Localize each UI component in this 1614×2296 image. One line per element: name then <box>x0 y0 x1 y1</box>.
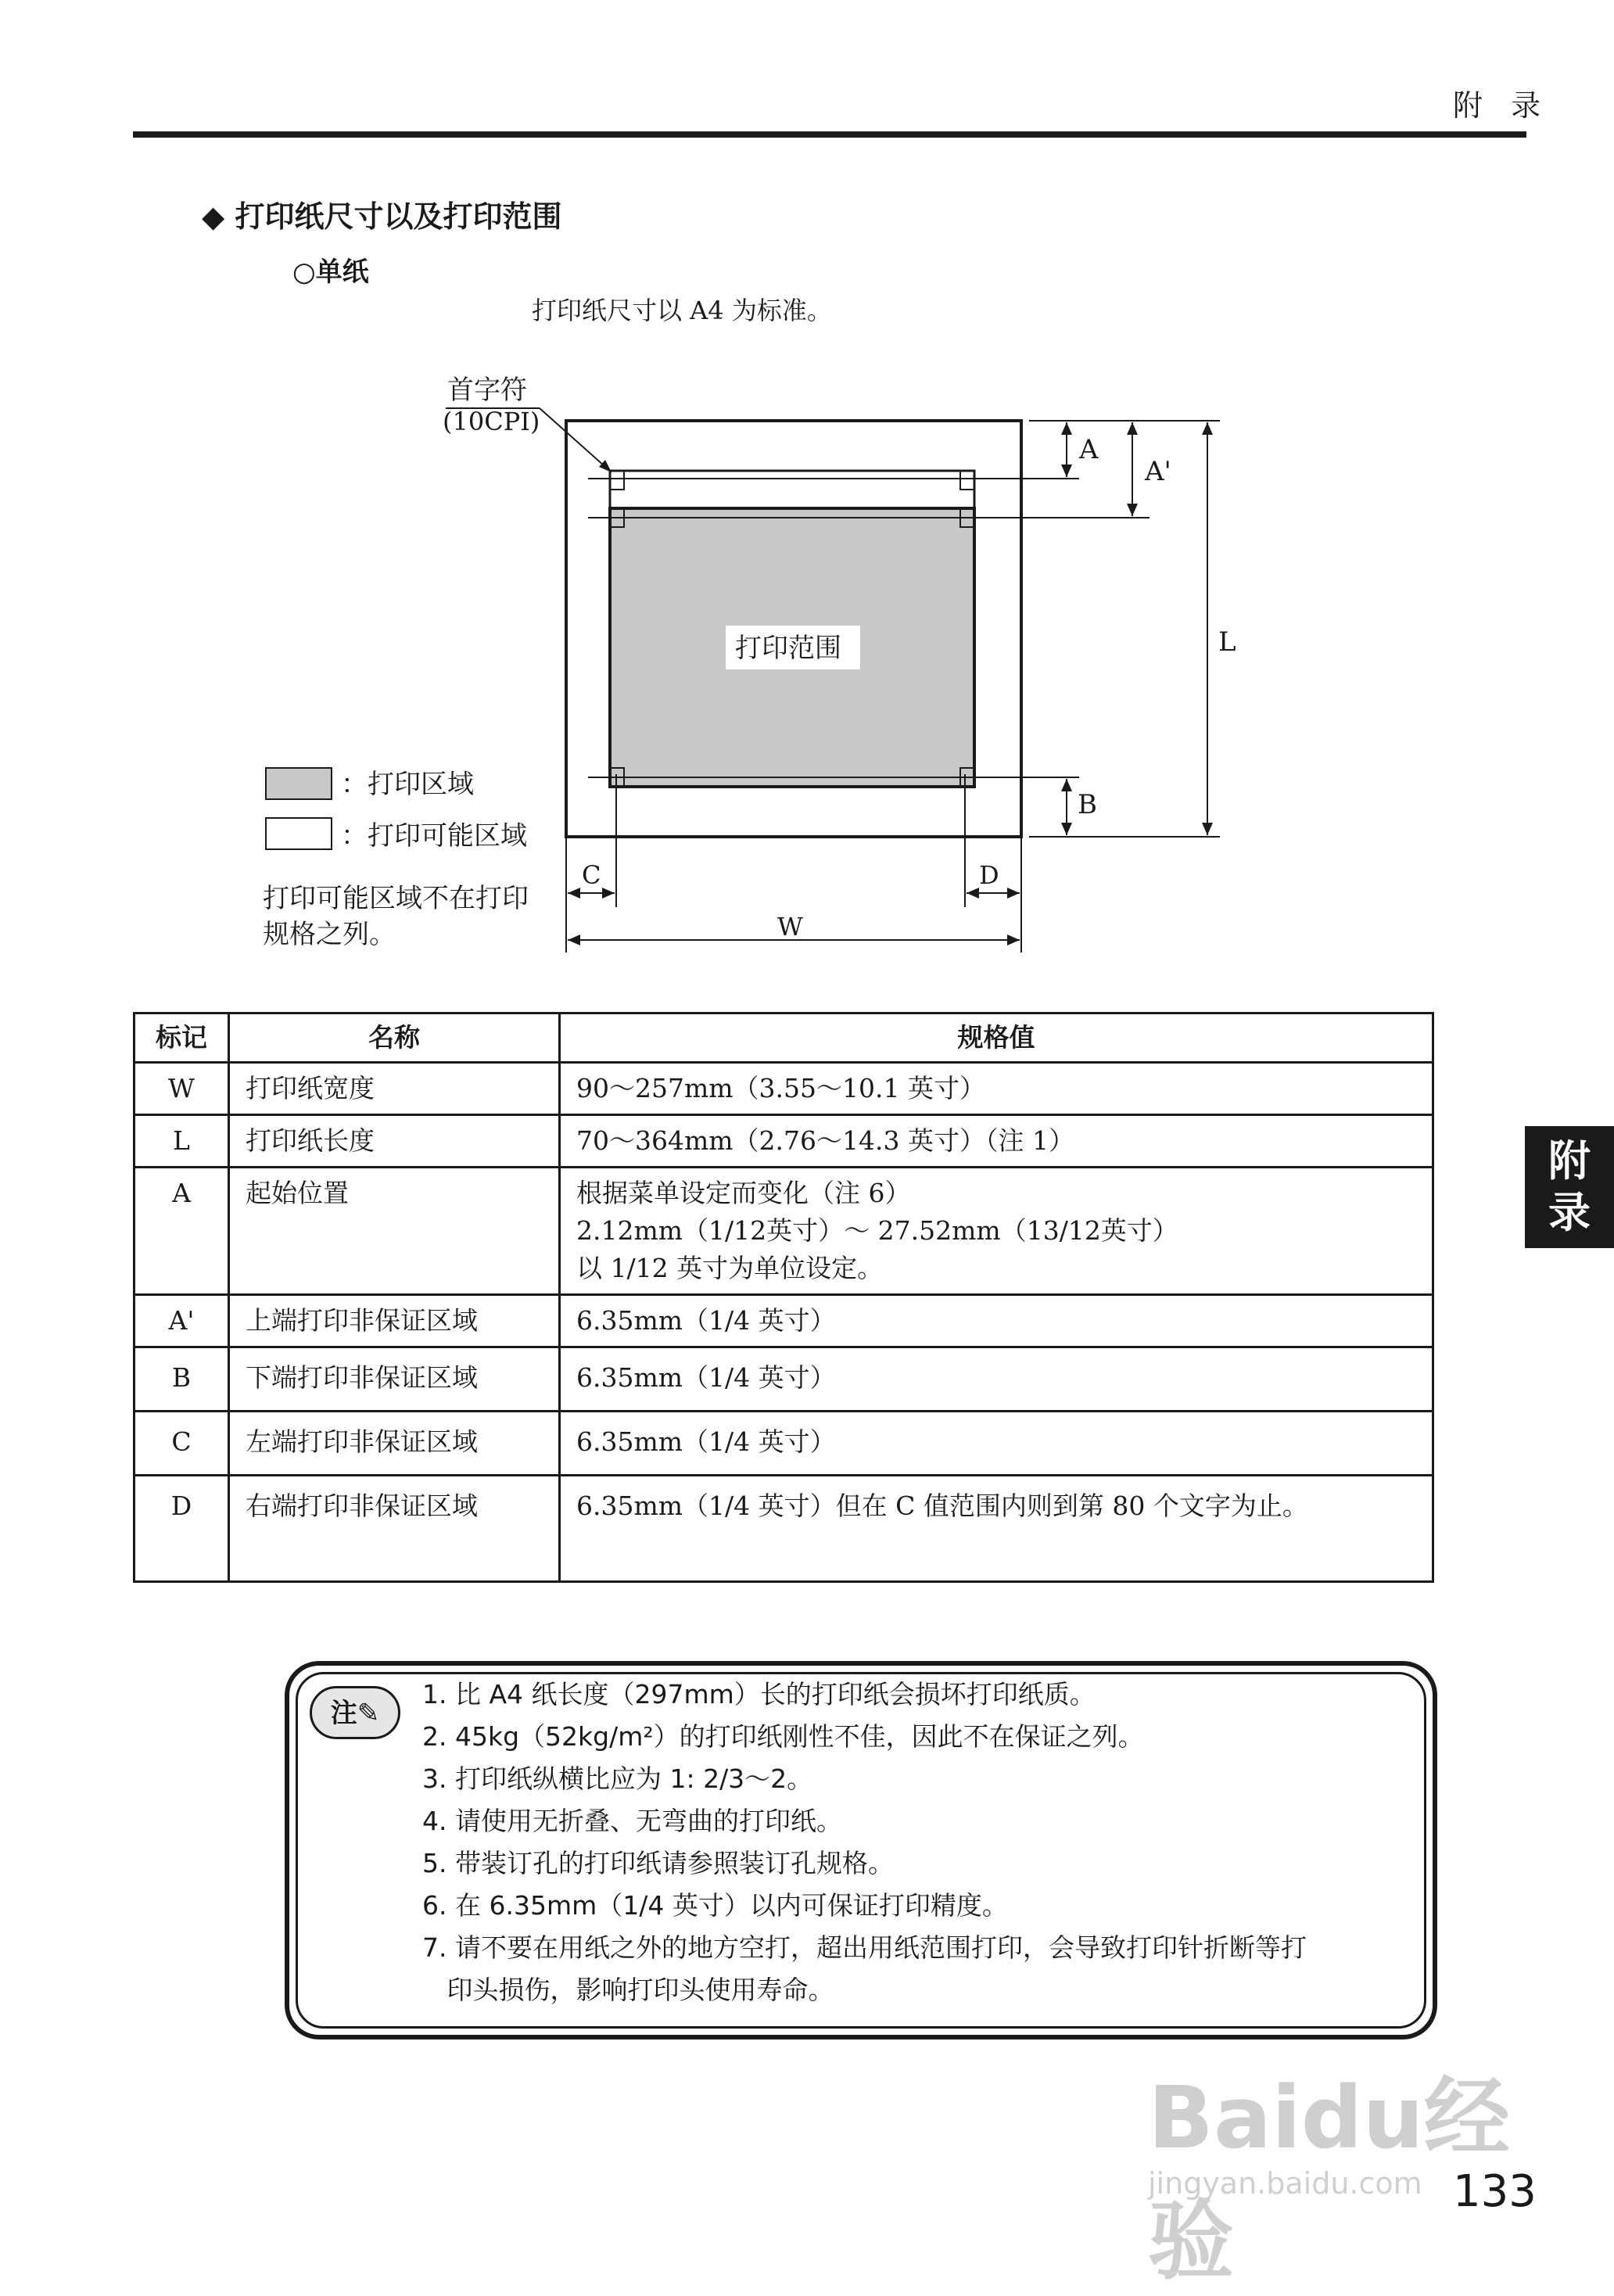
initial-char-label: 首字符 <box>447 375 527 406</box>
table-cell-name: 上端打印非保证区域 <box>229 1295 560 1347</box>
note-item: 4. 请使用无折叠、无弯曲的打印纸。 <box>422 1806 842 1836</box>
table-cell-mark: C <box>134 1412 229 1476</box>
note-item: 印头损伤，影响打印头使用寿命。 <box>422 1975 834 2005</box>
appendix-side-tab <box>1525 1126 1614 1248</box>
table-cell-value-line: 以 1/12 英寸为单位设定。 <box>576 1253 884 1283</box>
legend-print-area-text: ：打印区域 <box>341 769 474 800</box>
table-cell-mark: B <box>134 1347 229 1412</box>
legend-swatch-printable-area <box>266 818 332 849</box>
table-cell-value: 70～364mm（2.76～14.3 英寸）（注 1） <box>560 1115 1433 1168</box>
spec-table <box>133 1012 1434 1583</box>
table-cell-value-line: 2.12mm（1/12英寸）～ 27.52mm（13/12英寸） <box>576 1215 1178 1246</box>
page-number: 133 <box>1453 2166 1537 2217</box>
legend-note-line2: 规格之列。 <box>263 919 396 950</box>
table-cell-mark: A <box>134 1168 229 1295</box>
notes-list <box>422 1674 1423 2011</box>
table-cell-value: 6.35mm（1/4 英寸）但在 C 值范围内则到第 80 个文字为止。 <box>560 1476 1433 1582</box>
table-cell-mark: W <box>134 1063 229 1115</box>
section-title: ◆ 打印纸尺寸以及打印范围 <box>202 199 562 234</box>
paper-size-diagram <box>0 0 1614 985</box>
legend-printable-area-text: ：打印可能区域 <box>341 820 527 852</box>
side-tab-line1: 附 <box>1548 1136 1591 1186</box>
dim-b-label: B <box>1078 789 1097 820</box>
table-cell-value: 6.35mm（1/4 英寸） <box>560 1412 1433 1476</box>
note-item: 5. 带装订孔的打印纸请参照装订孔规格。 <box>422 1848 894 1878</box>
sub-title: ○单纸 <box>292 257 369 288</box>
side-tab-line2: 录 <box>1548 1188 1591 1237</box>
table-cell-value: 90～257mm（3.55～10.1 英寸） <box>560 1063 1433 1115</box>
table-cell-name: 打印纸宽度 <box>229 1063 560 1115</box>
baidu-watermark: Baidu经验 <box>1148 2068 1510 2291</box>
notes-badge <box>310 1686 400 1739</box>
table-cell-name: 下端打印非保证区域 <box>229 1347 560 1412</box>
note-item: 1. 比 A4 纸长度（297mm）长的打印纸会损坏打印纸质。 <box>422 1679 1096 1709</box>
table-cell-value: 6.35mm（1/4 英寸） <box>560 1347 1433 1412</box>
intro-text: 打印纸尺寸以 A4 为标准。 <box>532 296 832 325</box>
note-item: 7. 请不要在用纸之外的地方空打，超出用纸范围打印，会导致打印针折断等打 <box>422 1932 1307 1963</box>
table-header-row <box>134 1013 1433 1063</box>
pencil-icon: ✎ <box>357 1698 380 1729</box>
initial-char-pitch: (10CPI) <box>443 407 540 436</box>
dim-a-label: A <box>1079 434 1099 465</box>
section-header-label: 附 录 <box>1453 88 1551 123</box>
table-cell-name: 打印纸长度 <box>229 1115 560 1168</box>
dim-a-prime-label: A' <box>1145 456 1171 487</box>
table-cell-name: 起始位置 <box>229 1168 560 1295</box>
table-row <box>134 1347 1433 1412</box>
table-row <box>134 1476 1433 1582</box>
table-row <box>134 1168 1433 1295</box>
dim-d-label: D <box>979 860 999 890</box>
dim-l-label: L <box>1218 626 1236 658</box>
note-item: 3. 打印纸纵横比应为 1: 2/3～2。 <box>422 1763 813 1794</box>
table-cell-mark: L <box>134 1115 229 1168</box>
table-header-mark: 标记 <box>134 1013 229 1063</box>
table-cell-value: 6.35mm（1/4 英寸） <box>560 1295 1433 1347</box>
legend-swatch-print-area <box>266 768 332 799</box>
table-cell-mark: A' <box>134 1295 229 1347</box>
table-cell-name: 左端打印非保证区域 <box>229 1412 560 1476</box>
dim-w-label: W <box>777 912 803 942</box>
table-cell-value <box>560 1168 1433 1295</box>
table-row <box>134 1063 1433 1115</box>
note-item: 6. 在 6.35mm（1/4 英寸）以内可保证打印精度。 <box>422 1890 1008 1921</box>
legend-note-line1: 打印可能区域不在打印 <box>263 883 529 914</box>
table-header-name: 名称 <box>229 1013 560 1063</box>
note-item: 2. 45kg（52kg/m²）的打印纸刚性不佳，因此不在保证之列。 <box>422 1721 1144 1752</box>
table-row <box>134 1115 1433 1168</box>
table-header-value: 规格值 <box>560 1013 1433 1063</box>
notes-badge-label: 注 <box>330 1698 357 1729</box>
baidu-watermark-url: jingyan.baidu.com <box>1148 2166 1422 2201</box>
table-cell-name: 右端打印非保证区域 <box>229 1476 560 1582</box>
table-row <box>134 1412 1433 1476</box>
print-range-label: 打印范围 <box>735 633 841 664</box>
table-row <box>134 1295 1433 1347</box>
dim-c-label: C <box>582 860 601 890</box>
table-cell-value-line: 根据菜单设定而变化（注 6） <box>576 1178 911 1208</box>
table-cell-mark: D <box>134 1476 229 1582</box>
